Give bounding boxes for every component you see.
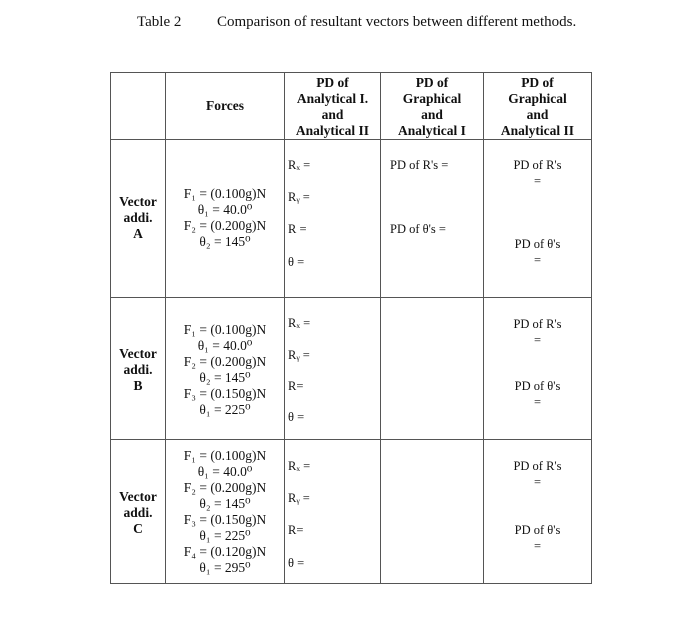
row-b-rx: Rₓ =: [288, 316, 311, 330]
pd-line: =: [533, 539, 542, 553]
row-label-line: A: [133, 226, 143, 241]
header-pd-analytical-line: Analytical I.: [296, 91, 369, 106]
row-b-forces: [166, 322, 284, 418]
comparison-table: [110, 72, 592, 584]
row-c-theta: θ =: [288, 556, 305, 570]
force-line: F₃ = (0.150g)N: [183, 386, 267, 401]
pd-line: PD of θ's: [514, 523, 561, 537]
header-pd-analytical: [285, 75, 380, 139]
row-label-line: Vector: [119, 194, 157, 209]
force-line: F₁ = (0.100g)N: [183, 448, 267, 463]
row-c-r: R=: [288, 523, 304, 537]
table-number: Table 2: [137, 14, 182, 30]
force-line: θ₁ = 295⁰: [199, 560, 251, 575]
row-a-ry: Rᵧ =: [288, 190, 310, 204]
pd-line: PD of R's: [513, 317, 562, 331]
row-a-r: R =: [288, 222, 307, 236]
force-line: θ₁ = 40.0⁰: [197, 464, 253, 479]
force-line: F₁ = (0.100g)N: [183, 322, 267, 337]
header-pd-graphical-2-line: Analytical II: [500, 123, 575, 138]
pd-line: PD of θ's: [514, 379, 561, 393]
force-line: F₂ = (0.200g)N: [183, 354, 267, 369]
pd-line: =: [533, 333, 542, 347]
row-b-theta: θ =: [288, 410, 305, 424]
force-line: F₂ = (0.200g)N: [183, 218, 267, 233]
force-line: F₂ = (0.200g)N: [183, 480, 267, 495]
row-b-r: R=: [288, 379, 304, 393]
header-pd-graphical-2-line: Graphical: [508, 91, 567, 106]
table-border-top: [110, 72, 592, 73]
header-pd-graphical-1-line: PD of: [415, 75, 449, 90]
row-b-g2-pd-theta: [484, 378, 591, 410]
force-line: θ₁ = 225⁰: [199, 528, 251, 543]
row-b-g2-pd-r: [484, 316, 591, 348]
row-a-g2-pd-r: [484, 157, 591, 189]
force-line: θ₂ = 145⁰: [199, 496, 251, 511]
row-a-g2-pd-theta: [484, 236, 591, 268]
table-border-right: [591, 72, 592, 584]
header-pd-analytical-line: and: [321, 107, 344, 122]
row-c-g2-pd-theta: [484, 522, 591, 554]
header-pd-graphical-1: [381, 75, 483, 139]
force-line: F₁ = (0.100g)N: [183, 186, 267, 201]
pd-line: =: [533, 253, 542, 267]
header-pd-graphical-2-line: PD of: [521, 75, 554, 90]
header-pd-graphical-2-line: and: [526, 107, 549, 122]
pd-line: =: [533, 174, 542, 188]
row-a-g1-pd-theta: PD of θ's =: [390, 222, 446, 236]
row-label-line: addi.: [123, 210, 153, 225]
pd-line: PD of θ's: [514, 237, 561, 251]
row-divider-a: [110, 297, 592, 298]
row-label-line: Vector: [119, 346, 157, 361]
header-pd-graphical-1-line: Analytical I: [398, 123, 466, 138]
row-a-theta: θ =: [288, 255, 305, 269]
force-line: F₃ = (0.150g)N: [183, 512, 267, 527]
pd-line: PD of R's: [513, 459, 562, 473]
header-forces: Forces: [206, 98, 244, 113]
row-a-g1-pd-r: PD of R's =: [390, 158, 449, 172]
row-a-rx: Rₓ =: [288, 158, 311, 172]
row-label-line: Vector: [119, 489, 157, 504]
force-line: θ₂ = 145⁰: [199, 234, 251, 249]
header-pd-graphical-1-line: and: [421, 107, 443, 122]
table-border-bottom: [110, 583, 592, 584]
row-b-ry: Rᵧ =: [288, 348, 310, 362]
pd-line: =: [533, 475, 542, 489]
force-line: θ₂ = 145⁰: [199, 370, 251, 385]
header-pd-graphical-1-line: Graphical: [402, 91, 462, 106]
column-divider-2: [284, 72, 285, 584]
force-line: θ₁ = 40.0⁰: [197, 338, 253, 353]
force-line: F₄ = (0.120g)N: [183, 544, 267, 559]
pd-line: PD of R's: [513, 158, 562, 172]
header-pd-analytical-line: PD of: [316, 75, 349, 90]
header-pd-analytical-line: Analytical II: [295, 123, 370, 138]
row-c-label: [111, 489, 165, 537]
row-b-label: [111, 346, 165, 394]
row-label-line: addi.: [123, 362, 153, 377]
header-divider: [110, 139, 592, 140]
row-c-ry: Rᵧ =: [288, 491, 310, 505]
header-pd-graphical-2: [484, 75, 591, 139]
column-divider-3: [380, 72, 381, 584]
row-divider-b: [110, 439, 592, 440]
row-label-line: C: [133, 521, 143, 536]
row-label-line: addi.: [123, 505, 153, 520]
table-caption: Comparison of resultant vectors between different methods.: [217, 14, 577, 30]
force-line: θ₁ = 40.0⁰: [197, 202, 253, 217]
row-a-forces: [166, 186, 284, 250]
row-c-forces: [166, 448, 284, 576]
row-label-line: B: [133, 378, 143, 393]
force-line: θ₁ = 225⁰: [199, 402, 251, 417]
row-c-rx: Rₓ =: [288, 459, 311, 473]
row-a-label: [111, 194, 165, 242]
row-c-g2-pd-r: [484, 458, 591, 490]
pd-line: =: [533, 395, 542, 409]
